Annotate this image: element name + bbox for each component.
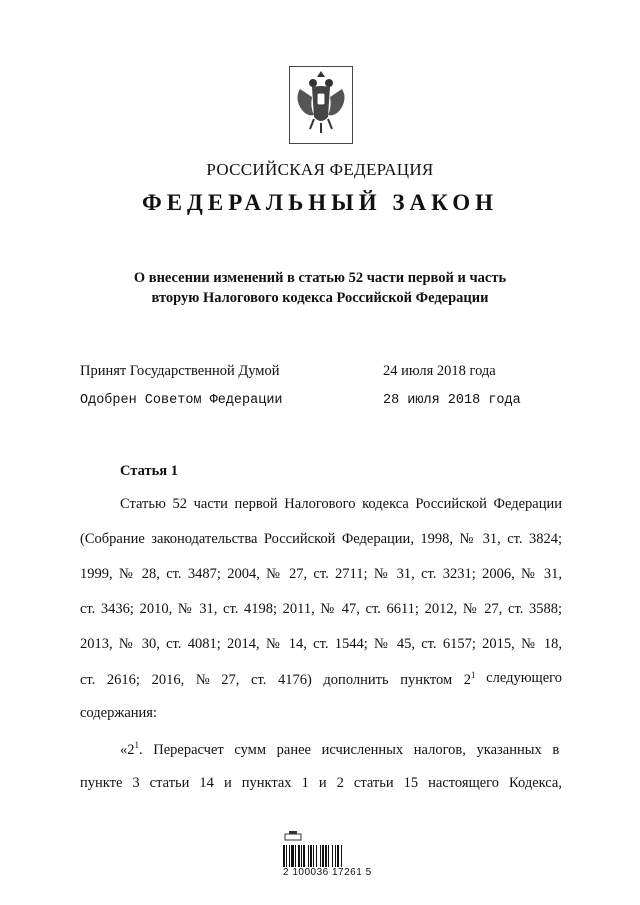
- article-line-text: ст. 2616; 2016, № 27, ст. 4176) дополнить пунктом 2: [80, 671, 471, 688]
- superscript-marker: 1: [471, 670, 476, 680]
- article-body: [80, 0, 562, 905]
- barcode-icon: [283, 845, 363, 867]
- article-line: (Собрание законодательства Российской Федерации, 1998, № 31, ст. 3824;: [80, 531, 562, 547]
- article-line-text: следующего: [486, 670, 562, 686]
- article-line: 1999, № 28, ст. 3487; 2004, № 27, ст. 2711; № 31, ст. 3231; 2006, № 31,: [80, 566, 562, 582]
- article-line: [120, 740, 562, 759]
- article-heading: Статья 1: [120, 463, 178, 479]
- article-line: Статью 52 части первой Налогового кодекса Российской Федерации: [120, 496, 562, 512]
- barcode-number: 2 100036 17261 5: [283, 867, 372, 878]
- article-line-text: . Перерасчет сумм ранее исчисленных налогов, указанных в: [139, 741, 560, 758]
- document-type-heading: ФЕДЕРАЛЬНЫЙ ЗАКОН: [141, 190, 499, 215]
- law-title-line: О внесении изменений в статью 52 части первой и часть: [133, 270, 507, 286]
- duma-adoption-date: 24 июля 2018 года: [383, 363, 496, 379]
- superscript-marker: 1: [134, 740, 139, 750]
- article-line: [80, 670, 562, 689]
- law-title-line: вторую Налогового кодекса Российской Федерации: [151, 290, 489, 306]
- duma-adoption-label: Принят Государственной Думой: [80, 363, 280, 379]
- council-approval-label: Одобрен Советом Федерации: [80, 393, 283, 408]
- council-approval-date: 28 июля 2018 года: [383, 393, 521, 408]
- article-line: пункте 3 статьи 14 и пунктах 1 и 2 статьи 15 настоящего Кодекса,: [80, 775, 562, 791]
- article-line: 2013, № 30, ст. 4081; 2014, № 14, ст. 1544; № 45, ст. 6157; 2015, № 18,: [80, 636, 562, 652]
- country-heading: РОССИЙСКАЯ ФЕДЕРАЦИЯ: [206, 160, 434, 179]
- article-line-text: «2: [120, 741, 135, 758]
- barcode-logo-icon: [283, 830, 303, 844]
- article-line: содержания:: [80, 705, 158, 721]
- article-line: ст. 3436; 2010, № 31, ст. 4198; 2011, № 47, ст. 6611; 2012, № 27, ст. 3588;: [80, 601, 562, 617]
